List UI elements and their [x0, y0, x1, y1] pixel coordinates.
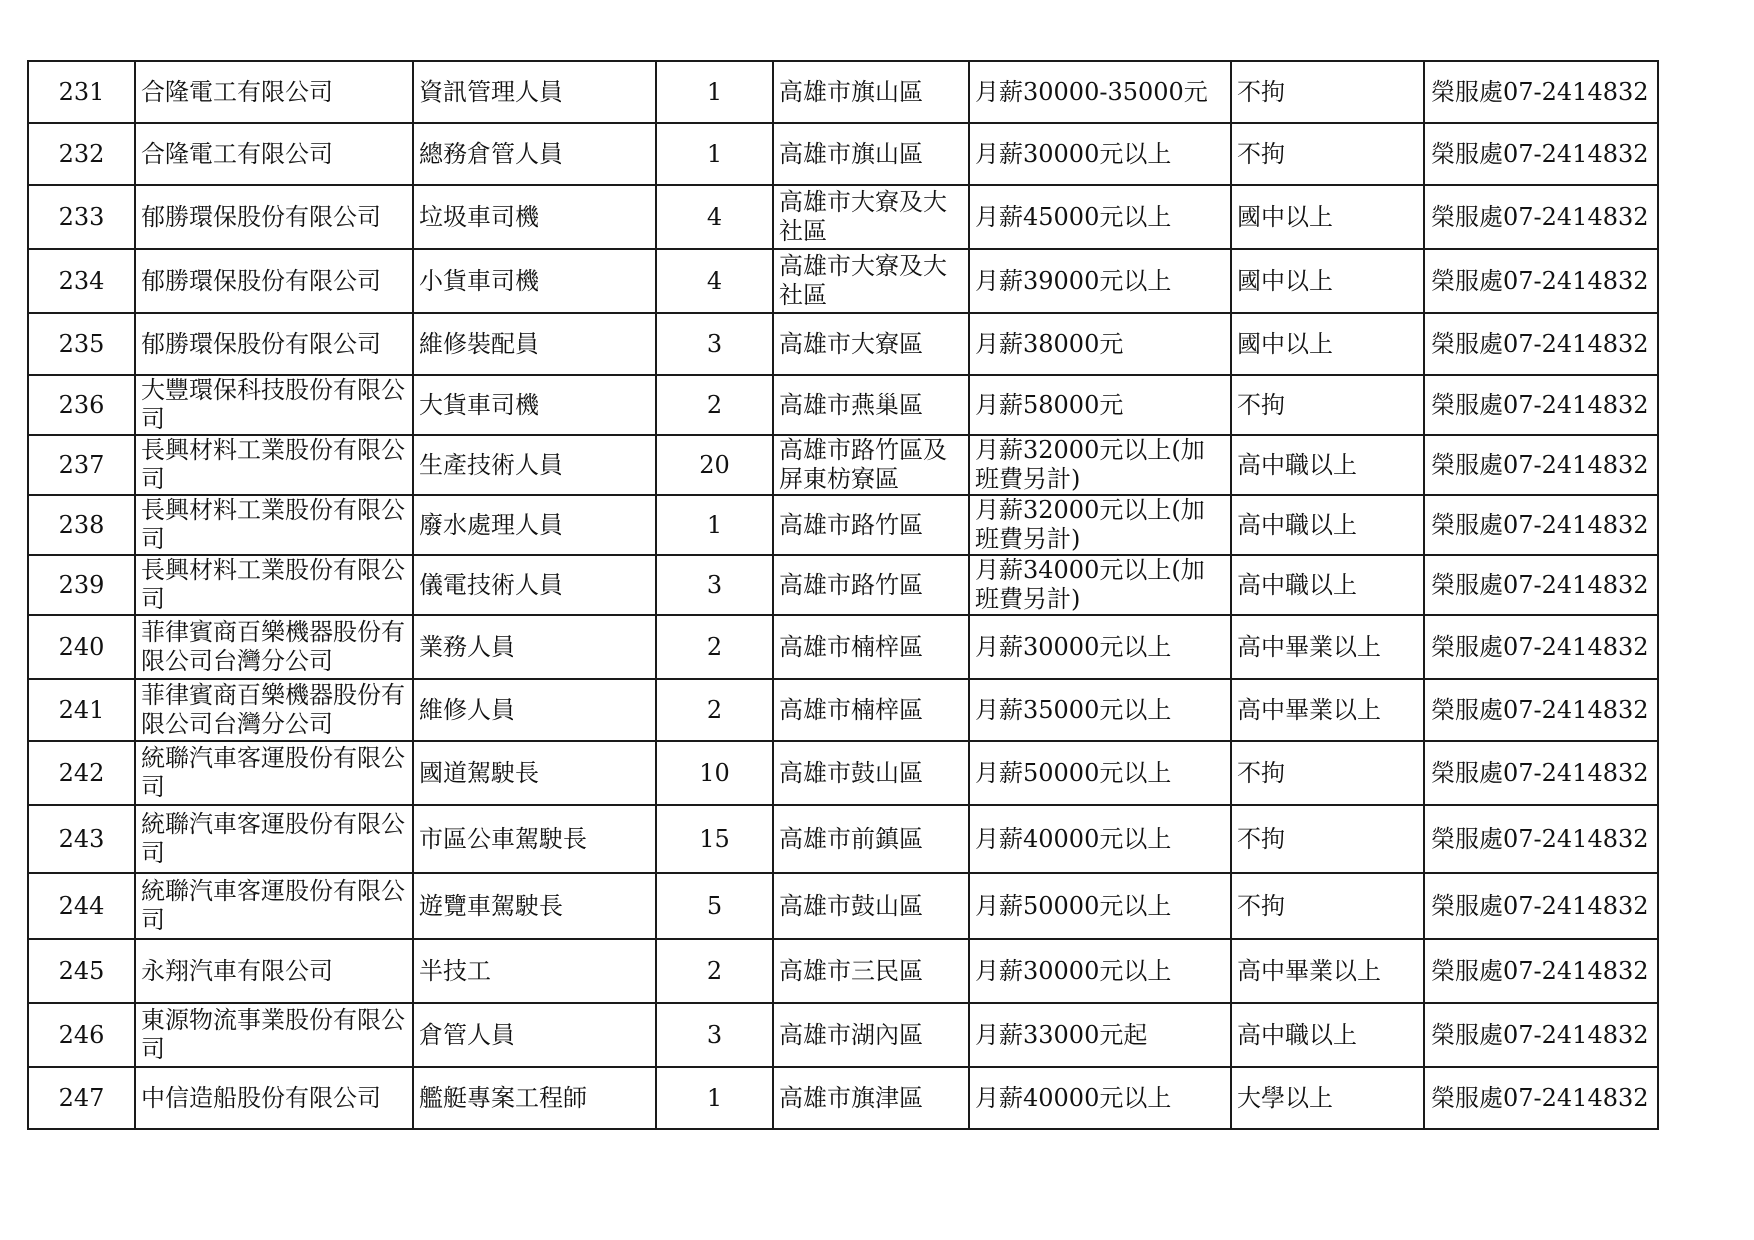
cell-position: 廢水處理人員: [413, 495, 656, 555]
cell-salary: 月薪58000元: [969, 375, 1231, 435]
cell-position: 倉管人員: [413, 1003, 656, 1067]
cell-contact: 榮服處07-2414832: [1424, 1067, 1658, 1129]
cell-contact: 榮服處07-2414832: [1424, 313, 1658, 375]
cell-count: 15: [656, 805, 773, 873]
cell-education: 高中畢業以上: [1231, 939, 1424, 1003]
table-row: [28, 375, 1658, 435]
cell-education: 國中以上: [1231, 249, 1424, 313]
cell-education: 不拘: [1231, 375, 1424, 435]
cell-no: 241: [28, 679, 135, 741]
cell-count: 10: [656, 741, 773, 805]
cell-position: 遊覽車駕駛長: [413, 873, 656, 939]
cell-contact: 榮服處07-2414832: [1424, 741, 1658, 805]
table-row: [28, 805, 1658, 873]
cell-no: 240: [28, 615, 135, 679]
cell-location: 高雄市路竹區: [773, 495, 969, 555]
cell-position: 艦艇專案工程師: [413, 1067, 656, 1129]
cell-no: 247: [28, 1067, 135, 1129]
job-table-body: [28, 61, 1658, 1129]
cell-location: 高雄市前鎮區: [773, 805, 969, 873]
cell-position: 儀電技術人員: [413, 555, 656, 615]
cell-company: 統聯汽車客運股份有限公司: [135, 873, 413, 939]
cell-count: 2: [656, 679, 773, 741]
cell-education: 不拘: [1231, 61, 1424, 123]
cell-company: 菲律賓商百樂機器股份有限公司台灣分公司: [135, 615, 413, 679]
cell-education: 不拘: [1231, 741, 1424, 805]
cell-position: 小貨車司機: [413, 249, 656, 313]
cell-education: 高中畢業以上: [1231, 679, 1424, 741]
cell-location: 高雄市楠梓區: [773, 679, 969, 741]
cell-contact: 榮服處07-2414832: [1424, 61, 1658, 123]
cell-count: 2: [656, 375, 773, 435]
cell-company: 郁勝環保股份有限公司: [135, 185, 413, 249]
cell-no: 244: [28, 873, 135, 939]
cell-count: 3: [656, 313, 773, 375]
cell-company: 菲律賓商百樂機器股份有限公司台灣分公司: [135, 679, 413, 741]
cell-contact: 榮服處07-2414832: [1424, 1003, 1658, 1067]
cell-position: 國道駕駛長: [413, 741, 656, 805]
cell-position: 生產技術人員: [413, 435, 656, 495]
cell-contact: 榮服處07-2414832: [1424, 939, 1658, 1003]
cell-location: 高雄市鼓山區: [773, 741, 969, 805]
cell-location: 高雄市旗津區: [773, 1067, 969, 1129]
cell-education: 不拘: [1231, 805, 1424, 873]
table-row: [28, 495, 1658, 555]
cell-count: 2: [656, 615, 773, 679]
cell-count: 4: [656, 185, 773, 249]
cell-location: 高雄市楠梓區: [773, 615, 969, 679]
table-row: [28, 61, 1658, 123]
cell-location: 高雄市路竹區: [773, 555, 969, 615]
cell-education: 大學以上: [1231, 1067, 1424, 1129]
cell-contact: 榮服處07-2414832: [1424, 185, 1658, 249]
cell-position: 維修裝配員: [413, 313, 656, 375]
cell-education: 高中職以上: [1231, 555, 1424, 615]
cell-salary: 月薪39000元以上: [969, 249, 1231, 313]
cell-education: 高中職以上: [1231, 495, 1424, 555]
cell-no: 238: [28, 495, 135, 555]
cell-no: 242: [28, 741, 135, 805]
cell-company: 合隆電工有限公司: [135, 123, 413, 185]
job-listing-table: [27, 60, 1659, 1130]
cell-no: 233: [28, 185, 135, 249]
cell-company: 合隆電工有限公司: [135, 61, 413, 123]
cell-company: 郁勝環保股份有限公司: [135, 313, 413, 375]
cell-count: 5: [656, 873, 773, 939]
cell-position: 半技工: [413, 939, 656, 1003]
cell-contact: 榮服處07-2414832: [1424, 495, 1658, 555]
cell-company: 郁勝環保股份有限公司: [135, 249, 413, 313]
table-row: [28, 741, 1658, 805]
cell-count: 1: [656, 495, 773, 555]
cell-company: 大豐環保科技股份有限公司: [135, 375, 413, 435]
cell-company: 統聯汽車客運股份有限公司: [135, 805, 413, 873]
cell-company: 長興材料工業股份有限公司: [135, 555, 413, 615]
cell-contact: 榮服處07-2414832: [1424, 873, 1658, 939]
cell-no: 232: [28, 123, 135, 185]
cell-count: 20: [656, 435, 773, 495]
cell-contact: 榮服處07-2414832: [1424, 615, 1658, 679]
cell-salary: 月薪50000元以上: [969, 741, 1231, 805]
cell-company: 東源物流事業股份有限公司: [135, 1003, 413, 1067]
table-row: [28, 679, 1658, 741]
cell-salary: 月薪30000元以上: [969, 615, 1231, 679]
cell-count: 1: [656, 61, 773, 123]
cell-position: 大貨車司機: [413, 375, 656, 435]
cell-salary: 月薪40000元以上: [969, 805, 1231, 873]
cell-contact: 榮服處07-2414832: [1424, 805, 1658, 873]
cell-education: 高中職以上: [1231, 1003, 1424, 1067]
cell-location: 高雄市大寮及大社區: [773, 249, 969, 313]
cell-salary: 月薪34000元以上(加班費另計): [969, 555, 1231, 615]
cell-count: 3: [656, 555, 773, 615]
cell-no: 239: [28, 555, 135, 615]
cell-position: 業務人員: [413, 615, 656, 679]
table-row: [28, 185, 1658, 249]
cell-count: 3: [656, 1003, 773, 1067]
cell-no: 237: [28, 435, 135, 495]
cell-salary: 月薪30000-35000元: [969, 61, 1231, 123]
cell-no: 231: [28, 61, 135, 123]
table-row: [28, 873, 1658, 939]
cell-location: 高雄市大寮及大社區: [773, 185, 969, 249]
cell-count: 4: [656, 249, 773, 313]
cell-location: 高雄市旗山區: [773, 123, 969, 185]
cell-salary: 月薪32000元以上(加班費另計): [969, 435, 1231, 495]
cell-education: 高中畢業以上: [1231, 615, 1424, 679]
cell-contact: 榮服處07-2414832: [1424, 679, 1658, 741]
cell-no: 235: [28, 313, 135, 375]
table-row: [28, 615, 1658, 679]
cell-salary: 月薪30000元以上: [969, 123, 1231, 185]
cell-salary: 月薪32000元以上(加班費另計): [969, 495, 1231, 555]
cell-contact: 榮服處07-2414832: [1424, 435, 1658, 495]
cell-no: 236: [28, 375, 135, 435]
cell-no: 243: [28, 805, 135, 873]
cell-count: 2: [656, 939, 773, 1003]
table-row: [28, 1067, 1658, 1129]
cell-no: 245: [28, 939, 135, 1003]
cell-company: 統聯汽車客運股份有限公司: [135, 741, 413, 805]
cell-company: 中信造船股份有限公司: [135, 1067, 413, 1129]
cell-contact: 榮服處07-2414832: [1424, 555, 1658, 615]
cell-position: 市區公車駕駛長: [413, 805, 656, 873]
cell-location: 高雄市路竹區及屏東枋寮區: [773, 435, 969, 495]
cell-location: 高雄市燕巢區: [773, 375, 969, 435]
cell-location: 高雄市鼓山區: [773, 873, 969, 939]
cell-salary: 月薪50000元以上: [969, 873, 1231, 939]
cell-salary: 月薪40000元以上: [969, 1067, 1231, 1129]
cell-contact: 榮服處07-2414832: [1424, 249, 1658, 313]
cell-location: 高雄市湖內區: [773, 1003, 969, 1067]
table-row: [28, 939, 1658, 1003]
cell-count: 1: [656, 1067, 773, 1129]
cell-position: 垃圾車司機: [413, 185, 656, 249]
cell-company: 長興材料工業股份有限公司: [135, 435, 413, 495]
cell-company: 長興材料工業股份有限公司: [135, 495, 413, 555]
cell-education: 國中以上: [1231, 313, 1424, 375]
cell-contact: 榮服處07-2414832: [1424, 123, 1658, 185]
cell-count: 1: [656, 123, 773, 185]
table-row: [28, 435, 1658, 495]
cell-company: 永翔汽車有限公司: [135, 939, 413, 1003]
table-row: [28, 555, 1658, 615]
cell-salary: 月薪35000元以上: [969, 679, 1231, 741]
cell-position: 資訊管理人員: [413, 61, 656, 123]
cell-position: 維修人員: [413, 679, 656, 741]
cell-education: 高中職以上: [1231, 435, 1424, 495]
cell-education: 不拘: [1231, 873, 1424, 939]
cell-contact: 榮服處07-2414832: [1424, 375, 1658, 435]
cell-salary: 月薪45000元以上: [969, 185, 1231, 249]
cell-salary: 月薪38000元: [969, 313, 1231, 375]
cell-education: 國中以上: [1231, 185, 1424, 249]
table-row: [28, 313, 1658, 375]
cell-salary: 月薪30000元以上: [969, 939, 1231, 1003]
cell-education: 不拘: [1231, 123, 1424, 185]
table-row: [28, 123, 1658, 185]
cell-salary: 月薪33000元起: [969, 1003, 1231, 1067]
cell-location: 高雄市三民區: [773, 939, 969, 1003]
table-row: [28, 1003, 1658, 1067]
cell-no: 234: [28, 249, 135, 313]
cell-no: 246: [28, 1003, 135, 1067]
cell-location: 高雄市大寮區: [773, 313, 969, 375]
cell-location: 高雄市旗山區: [773, 61, 969, 123]
table-row: [28, 249, 1658, 313]
cell-position: 總務倉管人員: [413, 123, 656, 185]
